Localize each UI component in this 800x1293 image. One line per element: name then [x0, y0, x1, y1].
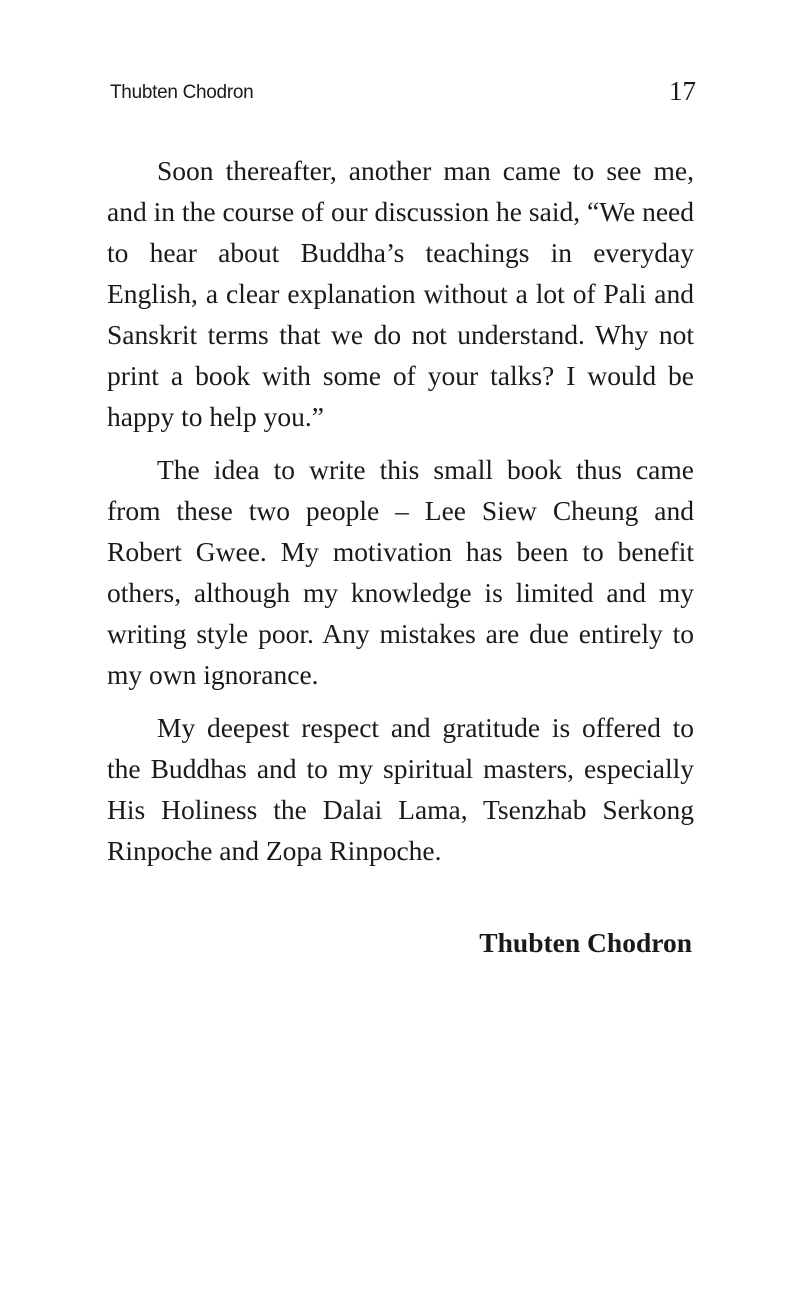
paragraph-1: Soon thereafter, another man came to see me, and in the course of our discussion he said, “We need to hear about Buddha’s teachings in everyday English, a clear explanation without a lot of Pali and Sanskrit terms that we do not understand. Why not print a book with some of your talks? I would be happy to help you.”	[107, 155, 694, 432]
body-text	[107, 150, 694, 883]
running-header	[110, 76, 696, 110]
author-signature: Thubten Chodron	[479, 927, 692, 958]
running-title: Thubten Chodron	[110, 82, 254, 103]
page-number: 17	[669, 76, 696, 106]
paragraph-3: My deepest respect and gratitude is offered to the Buddhas and to my spiritual masters, especially His Holiness the Dalai Lama, Tsenzhab Serkong Rinpoche and Zopa Rinpoche.	[107, 712, 694, 866]
paragraph-2: The idea to write this small book thus came from these two people – Lee Siew Cheung and Robert Gwee. My motivation has been to benefit others, although my knowledge is limited and my writing style poor. Any mistakes are due entirely to my own ignorance.	[107, 454, 694, 690]
